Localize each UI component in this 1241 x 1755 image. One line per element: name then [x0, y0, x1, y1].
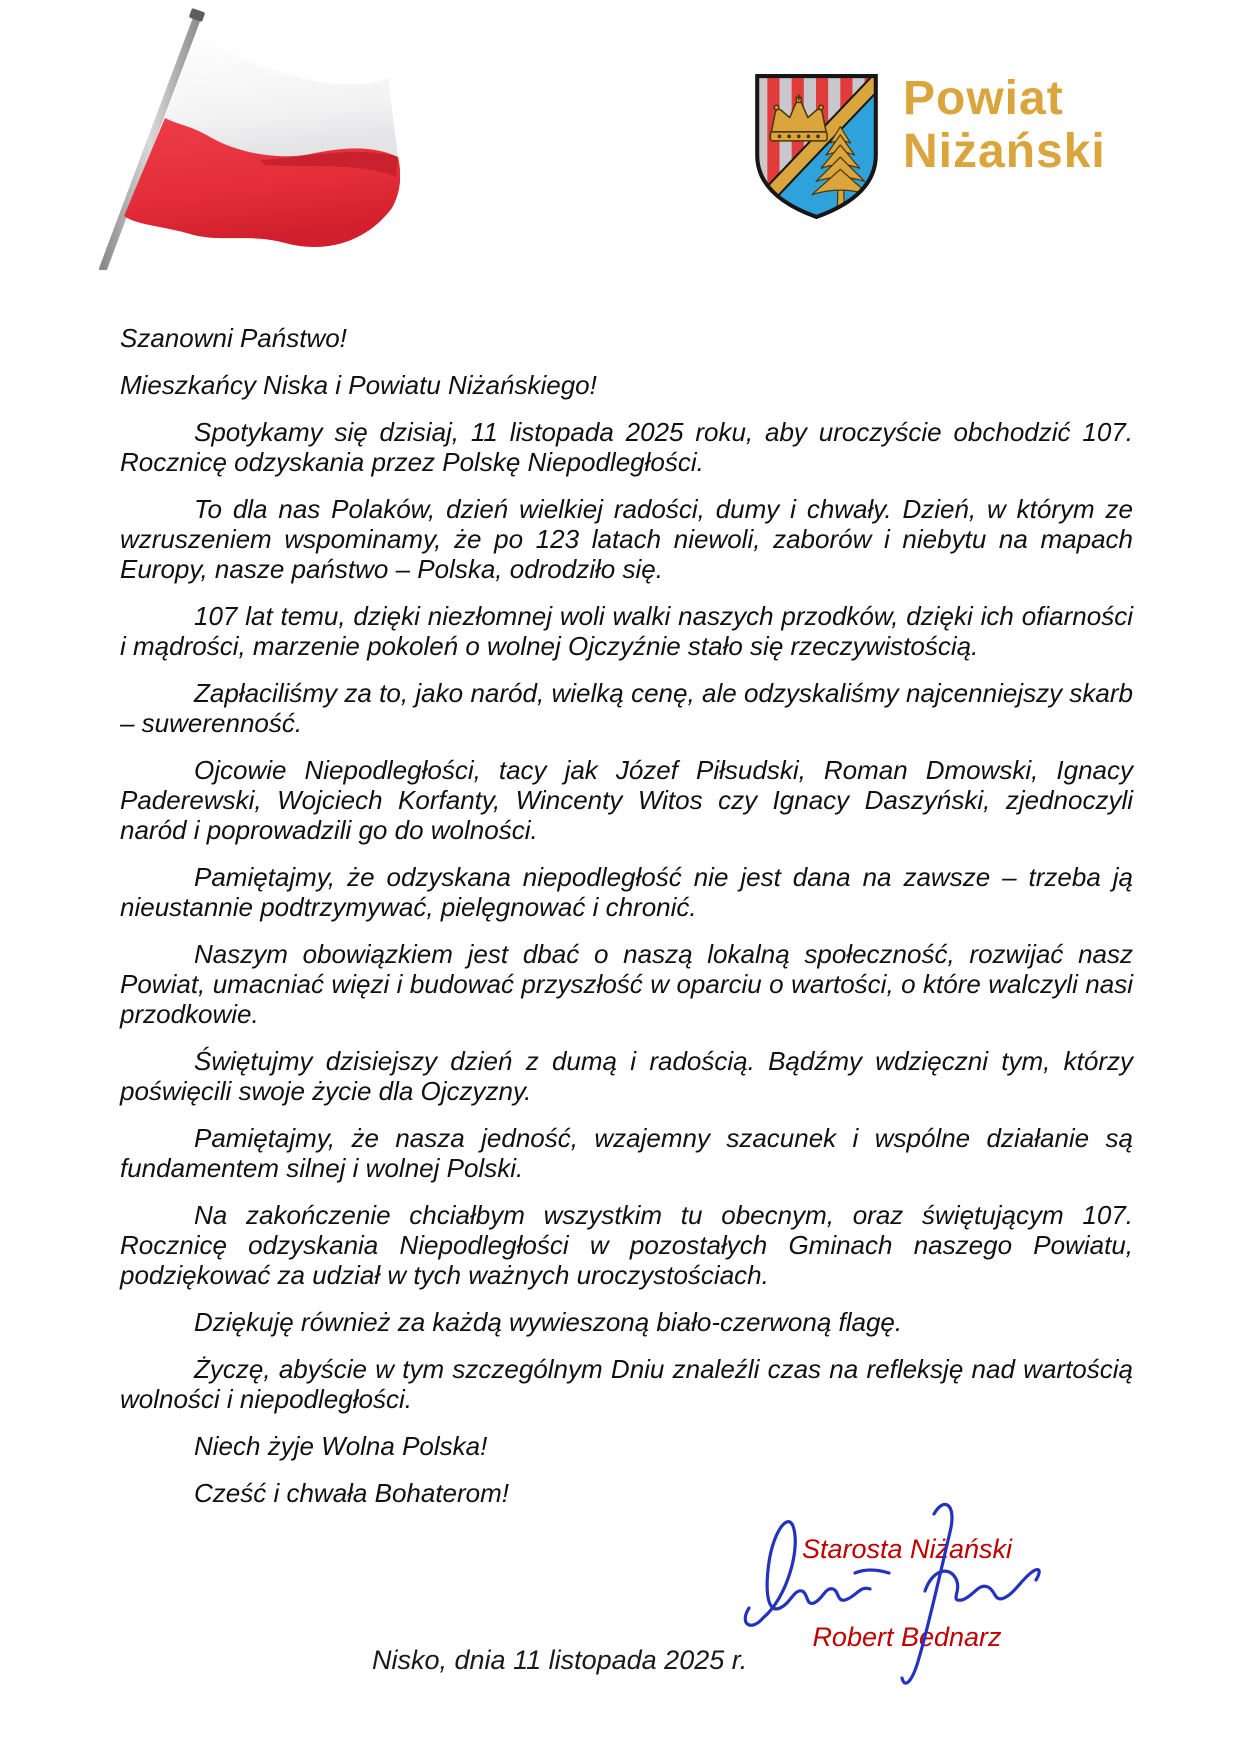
paragraph: Naszym obowiązkiem jest dbać o naszą lokalną społeczność, rozwijać nasz Powiat, umacniać więzi i budować przyszłość w oparciu o wartości, o które walczyli nasi przodkowie.	[120, 939, 1133, 1029]
paragraph: 107 lat temu, dzięki niezłomnej woli walki naszych przodków, dzięki ich ofiarności i mądrości, marzenie pokoleń o wolnej Ojczyźnie stało się rzeczywistością.	[120, 601, 1133, 661]
paragraph: Dziękuję również za każdą wywieszoną biało-czerwoną flagę.	[194, 1307, 903, 1337]
signature-title: Starosta Niżański	[801, 1534, 1013, 1564]
paragraph: Pamiętajmy, że nasza jedność, wzajemny szacunek i wspólne działanie są fundamentem silnej i wolnej Polski.	[120, 1123, 1133, 1183]
paragraph: Mieszkańcy Niska i Powiatu Niżańskiego!	[120, 370, 597, 400]
org-name-line1: Powiat	[903, 72, 1064, 125]
polish-flag-image	[70, 2, 400, 270]
flag-finial	[189, 8, 206, 22]
coat-of-arms-svg	[753, 72, 880, 221]
paragraph: Świętujmy dzisiejszy dzień z dumą i radością. Bądźmy wdzięczni tym, którzy poświęcili swoje życie dla Ojczyzny.	[120, 1046, 1133, 1106]
org-name	[903, 72, 1106, 178]
signature-name: Robert Bednarz	[812, 1622, 1002, 1652]
paragraph: Niech żyje Wolna Polska!	[194, 1431, 488, 1461]
paragraph: Ojcowie Niepodległości, tacy jak Józef Piłsudski, Roman Dmowski, Ignacy Paderewski, Wojciech Korfanty, Wincenty Witos czy Ignacy Daszyński, zjednoczyli naród i poprowadzili go do wolności.	[120, 755, 1133, 845]
letter-body	[120, 323, 1133, 1525]
org-name-line2: Niżański	[903, 125, 1106, 178]
paragraph: Cześć i chwała Bohaterom!	[194, 1478, 510, 1508]
polish-flag-svg	[70, 2, 400, 270]
paragraph: Pamiętajmy, że odzyskana niepodległość nie jest dana na zawsze – trzeba ją nieustannie podtrzymywać, pielęgnować i chronić.	[120, 862, 1133, 922]
paragraph: Szanowni Państwo!	[120, 323, 347, 353]
paragraph: Zapłaciliśmy za to, jako naród, wielką cenę, ale odzyskaliśmy najcenniejszy skarb – suwerenność.	[120, 678, 1133, 738]
paragraph: Życzę, abyście w tym szczególnym Dniu znaleźli czas na refleksję nad wartością wolności i niepodległości.	[120, 1354, 1133, 1414]
date-line: Nisko, dnia 11 listopada 2025 r.	[372, 1645, 748, 1675]
paragraph: To dla nas Polaków, dzień wielkiej radości, dumy i chwały. Dzień, w którym ze wzruszeniem wspominamy, że po 123 latach niewoli, zaborów i niebytu na mapach Europy, nasze państwo – Polska, odrodziło się.	[120, 494, 1133, 584]
paragraph: Na zakończenie chciałbym wszystkim tu obecnym, oraz świętującym 107. Rocznicę odzyskania Niepodległości w pozostałych Gminach naszego Powiatu, podziękować za udział w tych ważnych uroczystościach.	[120, 1200, 1133, 1290]
paragraph: Spotykamy się dzisiaj, 11 listopada 2025 roku, aby uroczyście obchodzić 107. Rocznicę odzyskania przez Polskę Niepodległości.	[120, 417, 1133, 477]
coat-of-arms	[753, 72, 880, 221]
